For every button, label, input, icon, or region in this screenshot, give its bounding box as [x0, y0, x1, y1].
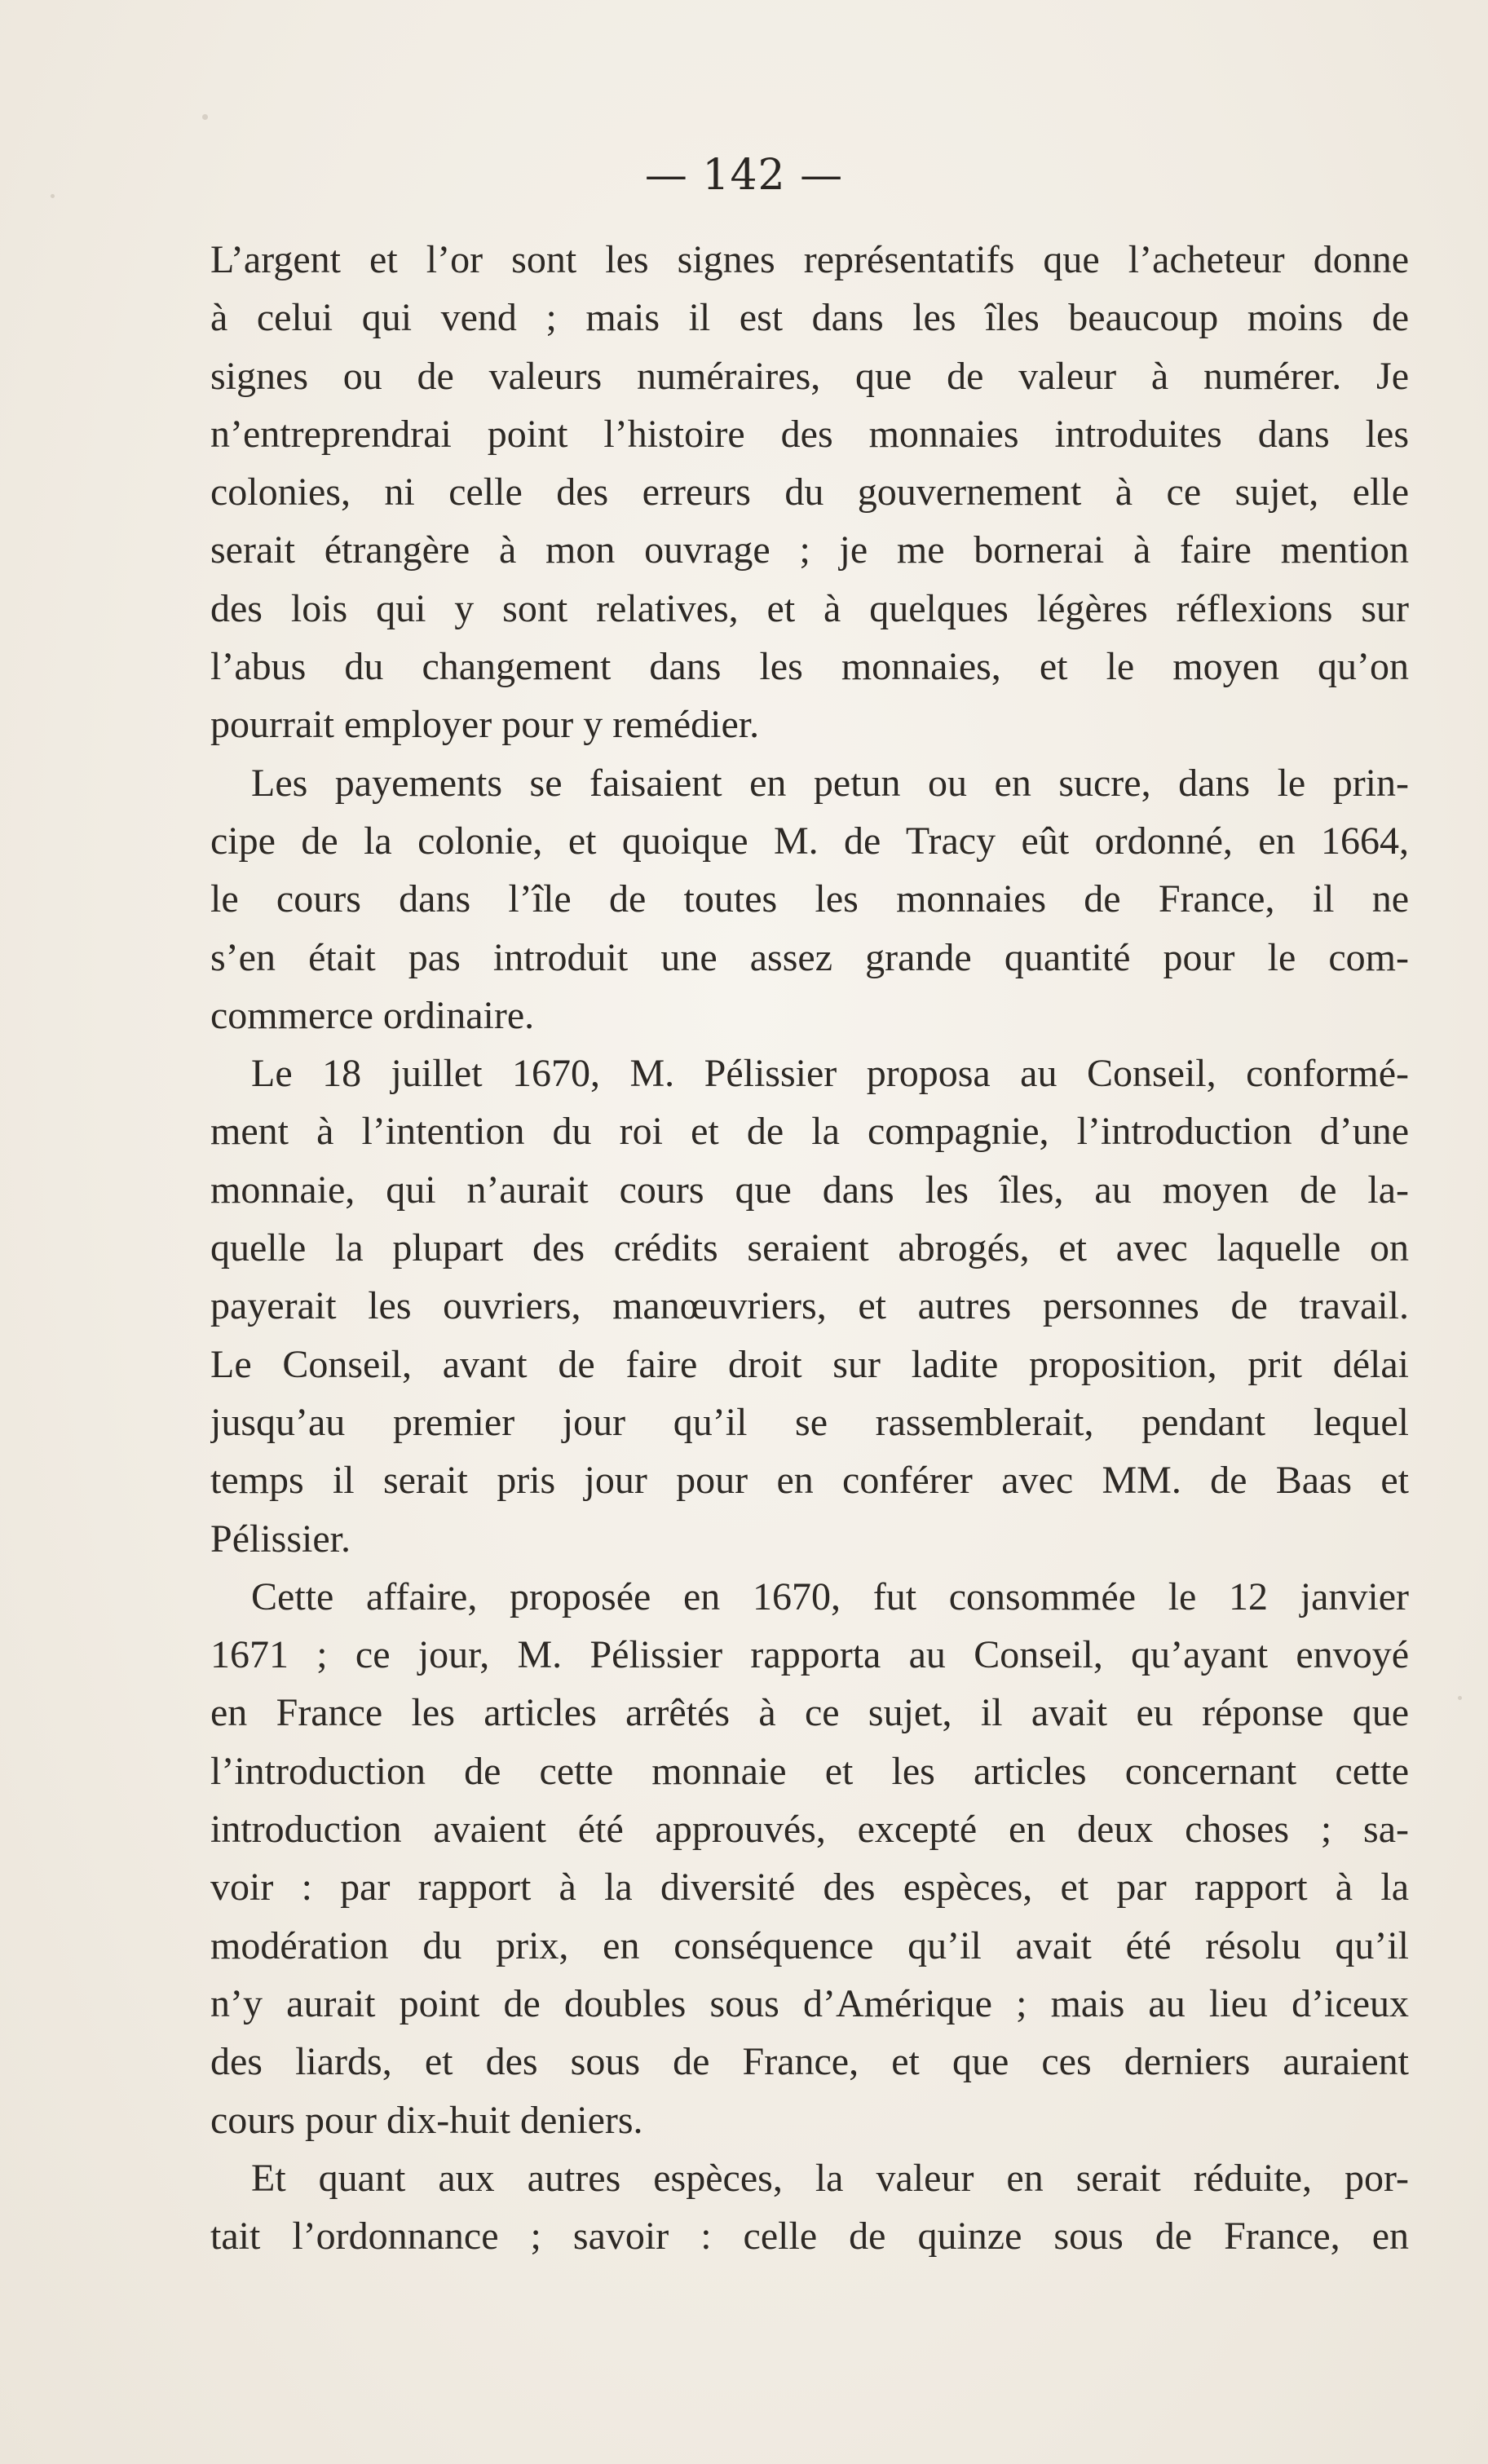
- text-line: Pélissier.: [210, 1517, 351, 1561]
- text-line: voir : par rapport à la diversité des espèces, et par rapport à la: [210, 1866, 1409, 1910]
- text-line: quelle la plupart des crédits seraient abrogés, et avec laquelle on: [210, 1226, 1409, 1270]
- text-line: tait l’ordonnance ; savoir : celle de quinze sous de France, en: [210, 2215, 1409, 2259]
- text-line: introduction avaient été approuvés, excepté en deux choses ; sa-: [210, 1808, 1409, 1852]
- body-text: [210, 231, 1409, 2265]
- paper-speck: [1458, 1696, 1462, 1700]
- text-line: signes ou de valeurs numéraires, que de valeur à numérer. Je: [210, 354, 1409, 398]
- text-line: commerce ordinaire.: [210, 993, 535, 1037]
- text-line: cipe de la colonie, et quoique M. de Tracy eût ordonné, en 1664,: [210, 819, 1409, 863]
- text-line: colonies, ni celle des erreurs du gouvernement à ce sujet, elle: [210, 470, 1409, 514]
- text-line: modération du prix, en conséquence qu’il avait été résolu qu’il: [210, 1923, 1409, 1967]
- text-line: temps il serait pris jour pour en conférer avec MM. de Baas et: [210, 1459, 1409, 1503]
- text-line: à celui qui vend ; mais il est dans les îles beaucoup moins de: [210, 296, 1409, 340]
- text-line: ment à l’intention du roi et de la compagnie, l’introduction d’une: [210, 1110, 1409, 1154]
- text-line: n’entreprendrai point l’histoire des monnaies introduites dans les: [210, 412, 1409, 456]
- text-line: Cette affaire, proposée en 1670, fut consommée le 12 janvier: [251, 1574, 1409, 1618]
- text-line: cours pour dix-huit deniers.: [210, 2098, 643, 2142]
- text-line: l’introduction de cette monnaie et les articles concernant cette: [210, 1749, 1409, 1793]
- text-line: L’argent et l’or sont les signes représentatifs que l’acheteur donne: [210, 238, 1409, 281]
- text-line: Le Conseil, avant de faire droit sur ladite proposition, prit délai: [210, 1342, 1409, 1386]
- text-line: s’en était pas introduit une assez grande quantité pour le com-: [210, 935, 1409, 979]
- text-line: Les payements se faisaient en petun ou en sucre, dans le prin-: [251, 761, 1409, 805]
- text-line: pourrait employer pour y remédier.: [210, 703, 760, 747]
- text-line: jusqu’au premier jour qu’il se rassemblerait, pendant lequel: [210, 1400, 1409, 1444]
- text-line: monnaie, qui n’aurait cours que dans les îles, au moyen de la-: [210, 1168, 1409, 1212]
- text-line: serait étrangère à mon ouvrage ; je me bornerai à faire mention: [210, 528, 1409, 572]
- paper-speck: [202, 114, 208, 120]
- text-line: en France les articles arrêtés à ce sujet, il avait eu réponse que: [210, 1691, 1409, 1735]
- text-line: l’abus du changement dans les monnaies, et le moyen qu’on: [210, 645, 1409, 689]
- text-line: n’y aurait point de doubles sous d’Amérique ; mais au lieu d’iceux: [210, 1981, 1409, 2025]
- page-number: — 142 —: [644, 151, 844, 200]
- text-line: le cours dans l’île de toutes les monnaies de France, il ne: [210, 877, 1409, 921]
- text-line: Le 18 juillet 1670, M. Pélissier proposa au Conseil, conformé-: [251, 1052, 1409, 1096]
- text-line: des lois qui y sont relatives, et à quelques légères réflexions sur: [210, 586, 1409, 630]
- text-line: des liards, et des sous de France, et que ces derniers auraient: [210, 2040, 1409, 2084]
- text-line: 1671 ; ce jour, M. Pélissier rapporta au Conseil, qu’ayant envoyé: [210, 1633, 1409, 1677]
- text-line: payerait les ouvriers, manœuvriers, et autres personnes de travail.: [210, 1284, 1409, 1328]
- text-line: Et quant aux autres espèces, la valeur en serait réduite, por-: [251, 2156, 1409, 2200]
